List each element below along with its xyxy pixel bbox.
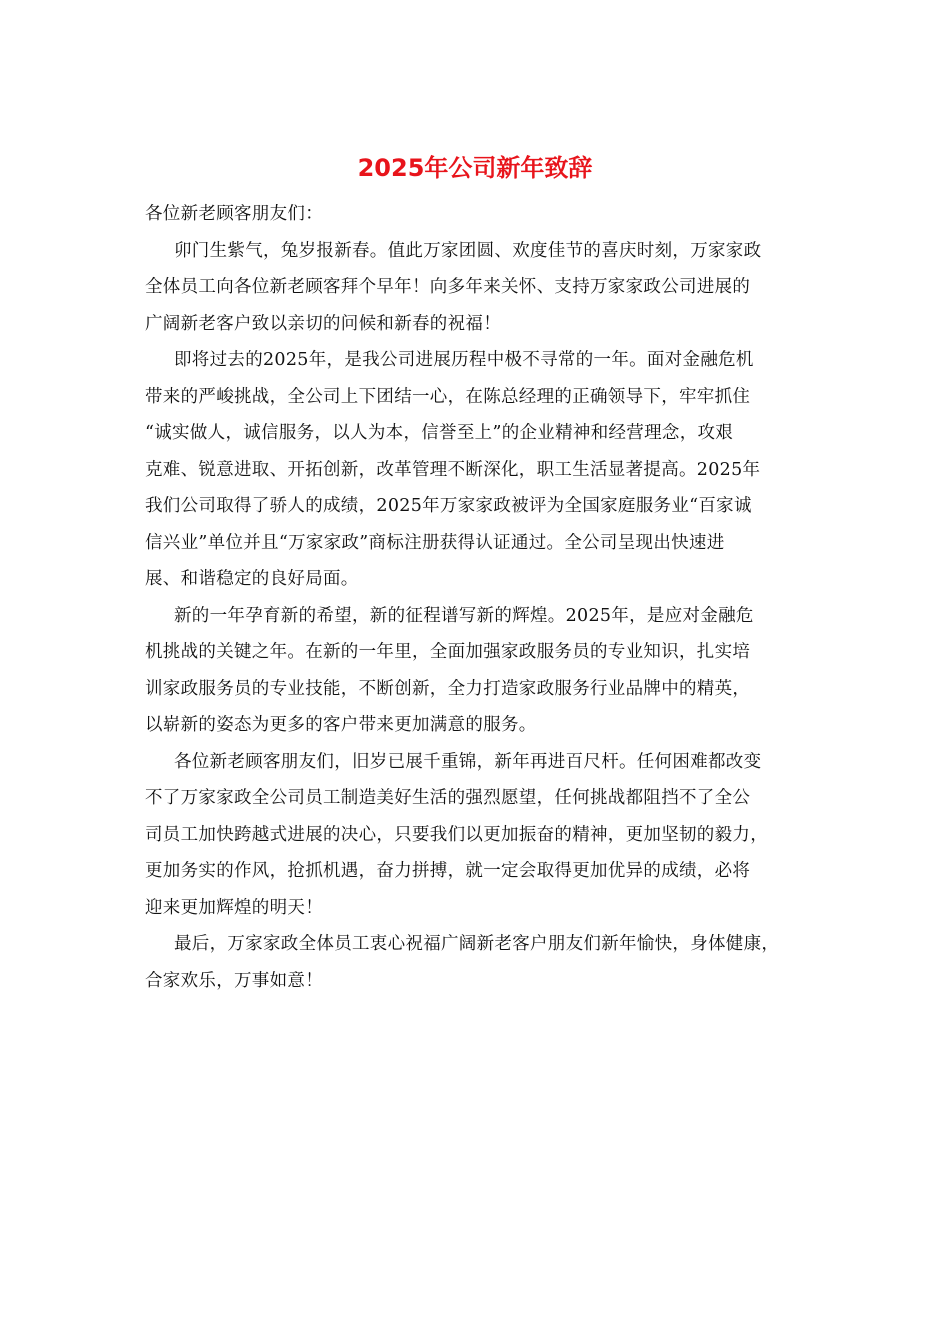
paragraph-4-line-3: 司员工加快跨越式进展的决心，只要我们以更加振奋的精神，更加坚韧的毅力， [145, 824, 768, 845]
document-title: 2025年公司新年致辞 [357, 154, 593, 182]
paragraph-2-line-7: 展、和谐稳定的良好局面。 [145, 569, 359, 589]
paragraph-1-line-3: 广阔新老客户致以亲切的问候和新春的祝福！ [145, 313, 501, 334]
paragraph-4-line-2: 不了万家家政全公司员工制造美好生活的强烈愿望，任何挑战都阻挡不了全公 [145, 788, 751, 808]
paragraph-1-line-1: 卯门生紫气，兔岁报新春。值此万家团圆、欢度佳节的喜庆时刻，万家家政 [174, 240, 762, 261]
paragraph-5-line-1: 最后，万家家政全体员工衷心祝福广阔新老客户朋友们新年愉快，身体健康， [174, 934, 780, 954]
paragraph-3-line-3: 训家政服务员的专业技能，不断创新，全力打造家政服务行业品牌中的精英， [145, 678, 751, 699]
paragraph-3-line-1: 新的一年孕育新的希望，新的征程谱写新的辉煌。2025年，是应对金融危 [174, 605, 754, 626]
paragraph-4-line-5: 迎来更加辉煌的明天！ [145, 897, 323, 918]
paragraph-1-line-2: 全体员工向各位新老顾客拜个早年！向多年来关怀、支持万家家政公司进展的 [145, 277, 751, 297]
paragraph-2-line-4: 克难、锐意进取、开拓创新，改革管理不断深化，职工生活显著提高。2025年 [145, 459, 761, 480]
salutation: 各位新老顾客朋友们： [145, 204, 323, 224]
paragraph-2-line-6: 信兴业”单位并且“万家家政”商标注册获得认证通过。全公司呈现出快速进 [145, 532, 725, 553]
paragraph-2-line-3: “诚实做人，诚信服务，以人为本，信誉至上”的企业精神和经营理念，攻艰 [145, 423, 734, 443]
paragraph-4-line-1: 各位新老顾客朋友们，旧岁已展千重锦，新年再进百尺杆。任何困难都改变 [174, 751, 762, 772]
paragraph-2-line-1: 即将过去的2025年，是我公司进展历程中极不寻常的一年。面对金融危机 [174, 350, 754, 370]
paragraph-5-line-2: 合家欢乐，万事如意！ [145, 970, 323, 991]
paragraph-2-line-5: 我们公司取得了骄人的成绩，2025年万家家政被评为全国家庭服务业“百家诚 [145, 496, 752, 516]
paragraph-2-line-2: 带来的严峻挑战，全公司上下团结一心，在陈总经理的正确领导下，牢牢抓住 [145, 386, 751, 407]
paragraph-3-line-2: 机挑战的关键之年。在新的一年里，全面加强家政服务员的专业知识，扎实培 [145, 642, 751, 662]
paragraph-3-line-4: 以崭新的姿态为更多的客户带来更加满意的服务。 [145, 715, 537, 735]
document-body [145, 196, 815, 999]
paragraph-4-line-4: 更加务实的作风，抢抓机遇，奋力拼搏，就一定会取得更加优异的成绩，必将 [145, 861, 751, 881]
